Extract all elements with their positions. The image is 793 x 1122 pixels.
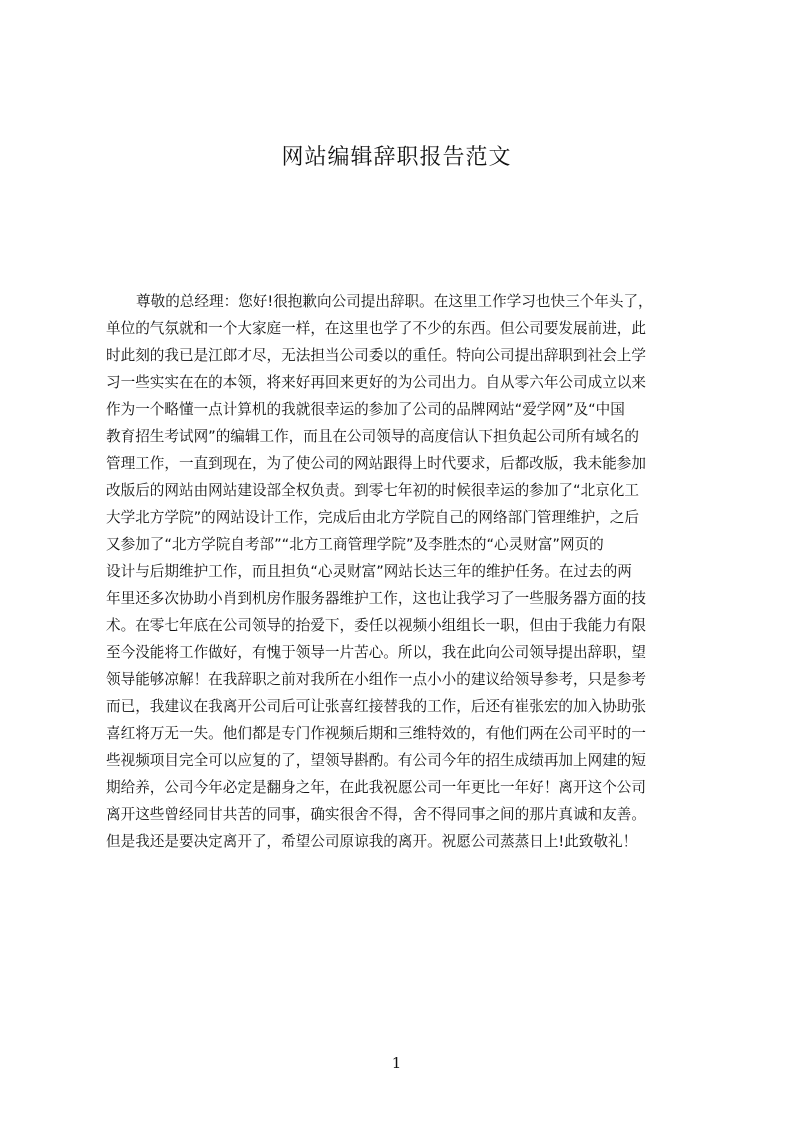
body-line: 年里还多次协助小肖到机房作服务器维护工作，这也让我学习了一些服务器方面的技 — [106, 590, 646, 607]
body-line: 设计与后期维护工作，而且担负“心灵财富”网站长达三年的维护任务。在过去的两 — [106, 563, 632, 580]
body-line: 离开这些曾经同甘共苦的同事，确实很舍不得，舍不得同事之间的那片真诚和友善。 — [106, 806, 646, 823]
body-line: 又参加了“北方学院自考部”“北方工商管理学院”及李胜杰的“心灵财富”网页的 — [106, 536, 604, 553]
body-line: 而已，我建议在我离开公司后可让张喜红接替我的工作，后还有崔张宏的加入协助张 — [106, 698, 646, 715]
body-line: 教育招生考试网”的编辑工作，而且在公司领导的高度信认下担负起公司所有域名的 — [106, 428, 639, 445]
body-line: 大学北方学院”的网站设计工作，完成后由北方学院自己的网络部门管理维护，之后 — [106, 509, 639, 526]
body-line: 作为一个略懂一点计算机的我就很幸运的参加了公司的品牌网站“爱学网”及“中国 — [106, 401, 625, 418]
body-line: 改版后的网站由网站建设部全权负责。到零七年初的时候很幸运的参加了“北京化工 — [106, 482, 639, 499]
body-line: 喜红将万无一失。他们都是专门作视频后期和三维特效的，有他们两在公司平时的一 — [106, 725, 646, 742]
body-line: 期给养，公司今年必定是翻身之年，在此我祝愿公司一年更比一年好！离开这个公司 — [106, 779, 646, 796]
document-title: 网站编辑辞职报告范文 — [281, 145, 512, 170]
body-line: 尊敬的总经理：您好!很抱歉向公司提出辞职。在这里工作学习也快三个年头了， — [136, 293, 653, 310]
body-line: 时此刻的我已是江郎才尽，无法担当公司委以的重任。特向公司提出辞职到社会上学 — [106, 347, 646, 364]
body-line: 习一些实实在在的本领，将来好再回来更好的为公司出力。自从零六年公司成立以来 — [106, 374, 646, 391]
body-line: 管理工作，一直到现在，为了使公司的网站跟得上时代要求，后都改版，我未能参加 — [106, 455, 646, 472]
body-line: 但是我还是要决定离开了，希望公司原谅我的离开。祝愿公司蒸蒸日上!此致敬礼！ — [106, 833, 638, 850]
page-number: 1 — [391, 1054, 402, 1072]
document-body — [106, 288, 700, 855]
body-line: 单位的气氛就和一个大家庭一样，在这里也学了不少的东西。但公司要发展前进，此 — [106, 320, 646, 337]
body-line: 术。在零七年底在公司领导的抬爱下，委任以视频小组组长一职，但由于我能力有限 — [106, 617, 646, 634]
body-line: 领导能够凉解！在我辞职之前对我所在小组作一点小小的建议给领导参考，只是参考 — [106, 671, 646, 688]
body-line: 些视频项目完全可以应复的了，望领导斟酌。有公司今年的招生成绩再加上网建的短 — [106, 752, 646, 769]
body-line: 至今没能将工作做好，有愧于领导一片苦心。所以，我在此向公司领导提出辞职，望 — [106, 644, 646, 661]
